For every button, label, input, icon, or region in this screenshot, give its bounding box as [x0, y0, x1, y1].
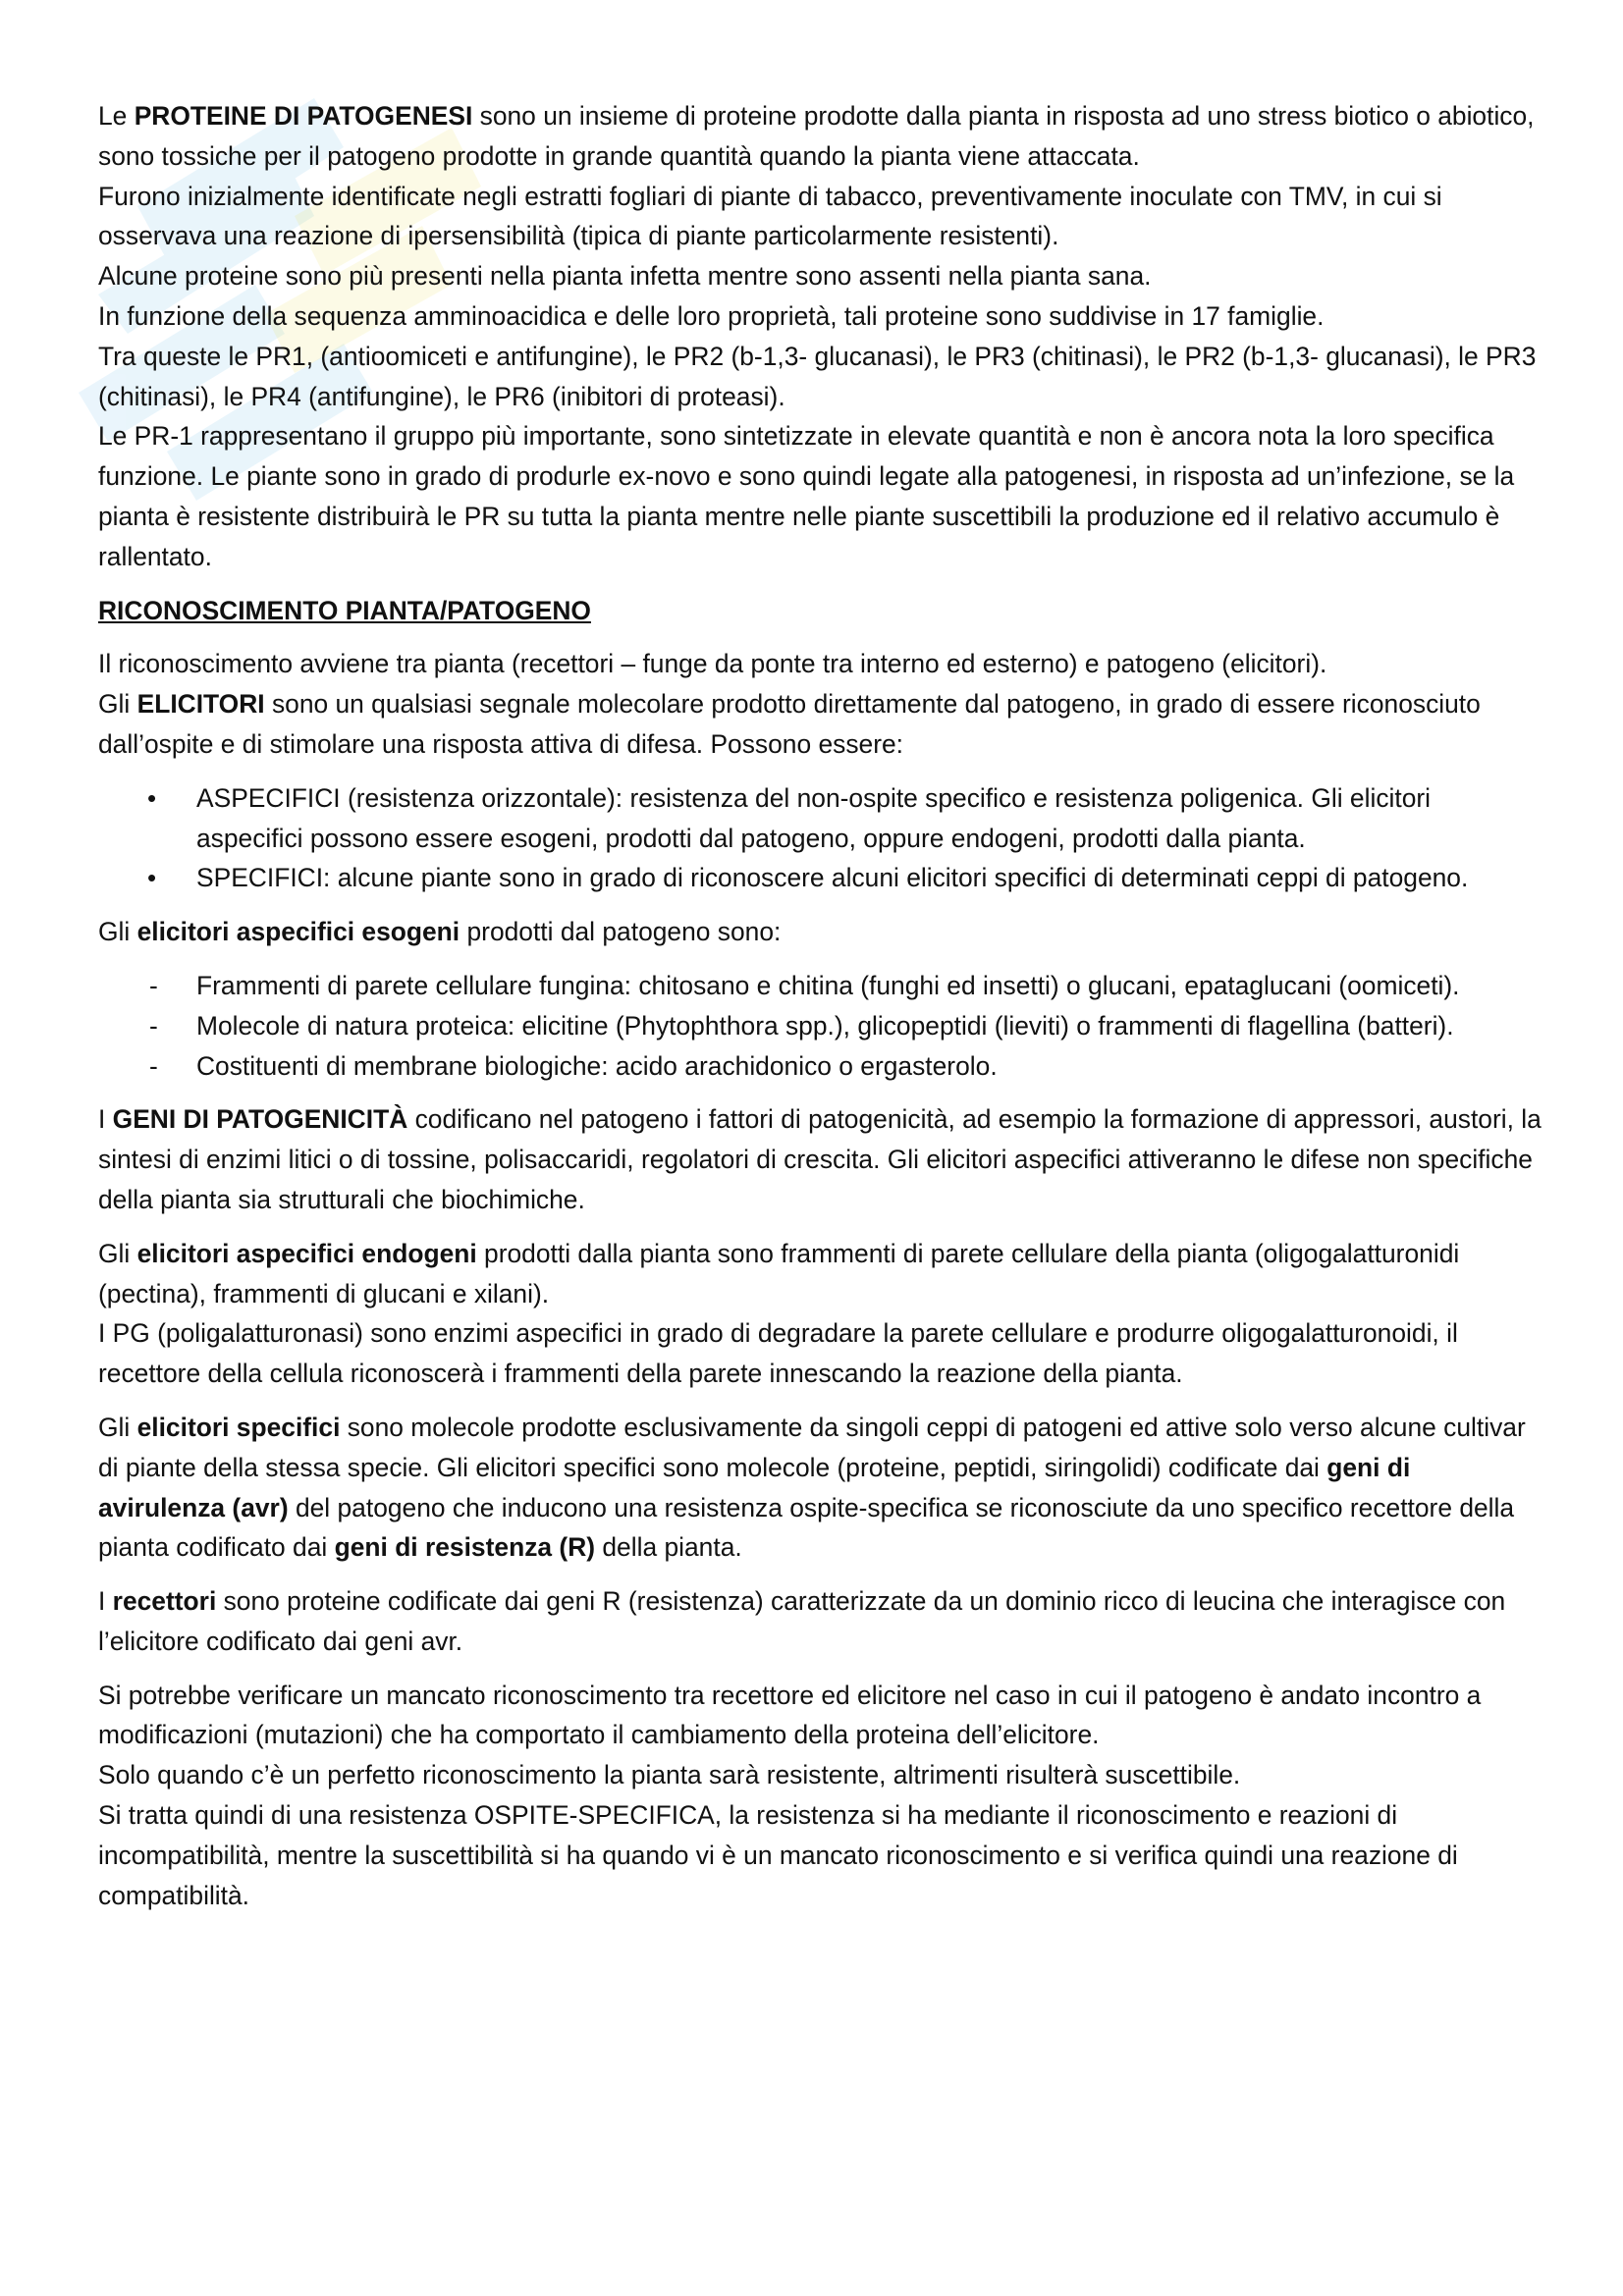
text-span: Gli — [98, 1238, 137, 1268]
text-span: sono proteine codificate dai geni R (resistenza) caratterizzate da un dominio ricco di leucina che interagisce con l’elicitore codificato dai geni avr. — [98, 1586, 1506, 1656]
list-item — [98, 966, 1542, 1006]
text-span: Gli — [98, 689, 137, 720]
paragraph-pianta-infetta: Alcune proteine sono più presenti nella pianta infetta mentre sono assenti nella pianta sana. — [98, 261, 1152, 292]
paragraph-famiglie: In funzione della sequenza amminoacidica e delle loro proprietà, tali proteine sono suddivise in 17 famiglie. — [98, 300, 1325, 331]
list-item — [98, 858, 1542, 898]
text-span: codificano nel patogeno i fattori di patogenicità, ad esempio la formazione di appressori, austori, la sintesi di enzimi litici o di tossine, polisaccaridi, regolatori di crescita. Gli elicitori aspecifici attiveranno le difese non specifiche della pianta sia strutturali che biochimiche. — [98, 1104, 1542, 1214]
text-span: Gli — [98, 917, 137, 947]
text-span: sono un insieme di proteine prodotte dalla pianta in risposta ad uno stress biotico o abiotico, sono tossiche per il patogeno prodotte in grande quantità quando la pianta viene attaccata. — [98, 101, 1535, 171]
list-item-text: Costituenti di membrane biologiche: acido arachidonico o ergasterolo. — [196, 1050, 998, 1081]
dash-marker: - — [149, 970, 158, 1000]
list-item — [98, 1006, 1542, 1046]
bold-term: elicitori aspecifici esogeni — [136, 917, 460, 947]
text-span: Le — [98, 101, 135, 131]
text-span: sono un qualsiasi segnale molecolare prodotto direttamente dal patogeno, in grado di essere riconosciuto dall’ospite e di stimolare una risposta attiva di difesa. Possono essere: — [98, 689, 1481, 759]
bullet-marker: • — [147, 863, 157, 893]
bullet-list — [98, 778, 1542, 898]
paragraph-pr-list: Tra queste le PR1, (antioomiceti e antifungine), le PR2 (b-1,3- glucanasi), le PR3 (chitinasi), le PR2 (b-1,3- glucanasi), le PR3 (chitinasi), le PR4 (antifungine), le PR6 (inibitori di proteasi). — [98, 341, 1537, 411]
paragraph-pr1: Le PR-1 rappresentano il gruppo più importante, sono sintetizzate in elevate quantità e non è ancora nota la loro specifica funzione. Le piante sono in grado di produrle ex-novo e sono quindi legate alla patogenesi, in risposta ad un’infezione, se la pianta è resistente distribuirà le PR su tutta la pianta mentre nelle piante suscettibili la produzione ed il relativo accumulo è rallentato. — [98, 421, 1515, 571]
text-span: Gli — [98, 1412, 137, 1442]
section-heading: RICONOSCIMENTO PIANTA/PATOGENO — [98, 595, 591, 625]
paragraph-ospite-specifica: Si tratta quindi di una resistenza OSPITE-SPECIFICA, la resistenza si ha mediante il riconoscimento e reazioni di incompatibilità, mentre la suscettibilità si ha quando vi è un mancato riconoscimento e si verifica quindi una reazione di compatibilità. — [98, 1800, 1458, 1910]
bold-term: elicitori specifici — [136, 1412, 341, 1442]
bold-term: recettori — [112, 1586, 217, 1617]
list-item — [98, 1046, 1542, 1087]
bold-term: elicitori aspecifici endogeni — [136, 1238, 477, 1268]
text-span: del patogeno che inducono una resistenza ospite-specifica se riconosciute da uno specifico recettore della pianta codificato dai — [98, 1492, 1515, 1563]
text-span: della pianta. — [595, 1532, 742, 1563]
list-item-text: Molecole di natura proteica: elicitine (Phytophthora spp.), glicopeptidi (lieviti) o frammenti di flagellina (batteri). — [196, 1010, 1454, 1041]
text-span: I — [98, 1586, 113, 1617]
dash-list — [98, 966, 1542, 1086]
list-item — [98, 778, 1542, 859]
dash-marker: - — [149, 1050, 158, 1081]
paragraph-esogeni — [98, 912, 1542, 952]
paragraph-proteine-patogenesi — [98, 96, 1542, 177]
paragraph-endogeni — [98, 1234, 1542, 1314]
paragraph-riconoscimento: Il riconoscimento avviene tra pianta (recettori – funge da ponte tra interno ed esterno) e patogeno (elicitori). — [98, 649, 1327, 679]
bold-term: geni di resistenza (R) — [334, 1532, 596, 1563]
paragraph-tmv: Furono inizialmente identificate negli estratti fogliari di piante di tabacco, preventivamente inoculate con TMV, in cui si osservava una reazione di ipersensibilità (tipica di piante particolarmente resistenti). — [98, 181, 1442, 251]
list-item-text: ASPECIFICI (resistenza orizzontale): resistenza del non-ospite specifico e resistenza poligenica. Gli elicitori aspecifici possono essere esogeni, prodotti dal patogeno, oppure endogeni, prodotti dalla pianta. — [196, 782, 1432, 853]
paragraph-perfetto-riconoscimento: Solo quando c’è un perfetto riconoscimento la pianta sarà resistente, altrimenti risulterà suscettibile. — [98, 1760, 1241, 1790]
list-item-text: Frammenti di parete cellulare fungina: chitosano e chitina (funghi ed insetti) o glucani, epataglucani (oomiceti). — [196, 970, 1460, 1000]
document-page — [98, 96, 1542, 1915]
list-item-text: SPECIFICI: alcune piante sono in grado di riconoscere alcuni elicitori specifici di determinati ceppi di patogeno. — [196, 863, 1469, 893]
paragraph-elicitori — [98, 684, 1542, 765]
dash-marker: - — [149, 1010, 158, 1041]
bold-term: geni di avirulenza (avr) — [98, 1452, 1411, 1522]
bold-term: GENI DI PATOGENICITÀ — [112, 1104, 408, 1135]
paragraph-elicitori-specifici — [98, 1408, 1542, 1568]
text-span: sono molecole prodotte esclusivamente da singoli ceppi di patogeni ed attive solo verso alcune cultivar di piante della stessa specie. Gli elicitori specifici sono molecole (proteine, peptidi, siringolidi) codificate dai — [98, 1412, 1526, 1482]
text-span: prodotti dalla pianta sono frammenti di parete cellulare della pianta (oligogalatturonidi (pectina), frammenti di glucani e xilani). — [98, 1238, 1460, 1308]
text-span: I — [98, 1104, 113, 1135]
bullet-marker: • — [147, 782, 157, 813]
paragraph-pg: I PG (poligalatturonasi) sono enzimi aspecifici in grado di degradare la parete cellulare e produrre oligogalatturonoidi, il recettore della cellula riconoscerà i frammenti della parete innescando la reazione della pianta. — [98, 1318, 1458, 1389]
bold-term: PROTEINE DI PATOGENESI — [134, 101, 473, 131]
text-span: prodotti dal patogeno sono: — [460, 917, 782, 947]
bold-term: ELICITORI — [136, 689, 265, 720]
paragraph-recettori — [98, 1581, 1542, 1662]
paragraph-mancato-riconoscimento: Si potrebbe verificare un mancato riconoscimento tra recettore ed elicitore nel caso in cui il patogeno è andato incontro a modificazioni (mutazioni) che ha comportato il cambiamento della proteina dell’elicitore. — [98, 1680, 1482, 1750]
paragraph-geni-patogenicita — [98, 1099, 1542, 1219]
